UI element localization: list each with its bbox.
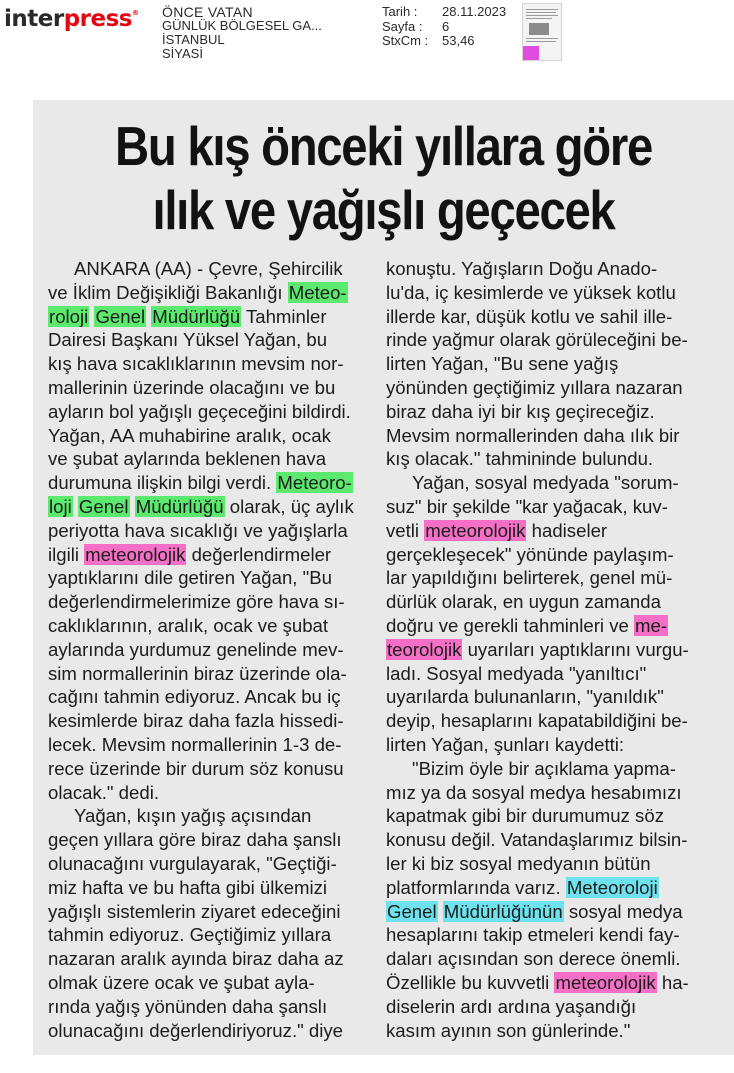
text-line <box>48 281 356 305</box>
text-run: ayların bol yağışlı geçeceğini bildirdi. <box>48 400 351 422</box>
text-run: ladı. Sosyal medyada "yanıltıcı" <box>386 662 647 684</box>
text-line <box>48 376 356 400</box>
text-run: değerlendirmelerimize göre hava sı- <box>48 591 345 613</box>
text-run: Mevsim normallerinden daha ılık bir <box>386 424 680 446</box>
keyword-highlight: Müdürlüğünün <box>443 900 563 922</box>
text-run: suz" bir şekilde "kar yağacak, kuv- <box>386 495 668 517</box>
meta-value: 6 <box>442 18 450 34</box>
text-line <box>386 733 726 757</box>
text-run: rece üzerinde bir durum söz konusu <box>48 757 344 779</box>
text-line <box>48 638 356 662</box>
text-run: olunacağını vurgulayarak, "Geçtiği- <box>48 852 337 874</box>
text-line <box>48 519 356 543</box>
text-line <box>48 305 356 329</box>
text-run: ANKARA (AA) - Çevre, Şehircilik <box>74 258 343 279</box>
text-line <box>386 995 726 1019</box>
text-run: ler ki biz sosyal medyanın bütün <box>386 852 651 874</box>
keyword-highlight: Genel <box>78 495 129 517</box>
text-run: olunacağını değerlendiriyoruz." diye <box>48 1019 343 1041</box>
text-run: değerlendirmeler <box>186 543 332 565</box>
text-run: nazaran aralık ayında biraz daha az <box>48 948 344 970</box>
text-line <box>386 400 726 424</box>
meta-row-page <box>382 20 506 35</box>
text-line <box>48 995 356 1019</box>
keyword-highlight: Meteoroloji <box>566 876 658 898</box>
meta-key: Sayfa : <box>382 18 423 34</box>
text-line <box>386 781 726 805</box>
text-run: Yağan, kışın yağış açısından <box>74 805 312 827</box>
text-run <box>130 496 135 517</box>
text-run: ve şubat aylarında beklenen hava <box>48 448 327 470</box>
keyword-highlight: meteorolojik <box>85 543 186 565</box>
text-line <box>48 733 356 757</box>
text-line <box>48 447 356 471</box>
text-line <box>48 400 356 424</box>
text-run: uyarıları yaptıklarını vurgu- <box>462 638 689 660</box>
text-run: yaptıklarını dile getiren Yağan, "Bu <box>48 567 332 589</box>
text-run: konusu değil. Vatandaşlarımız bilsin- <box>386 829 688 851</box>
page-thumbnail[interactable] <box>522 3 562 61</box>
registered-mark: ® <box>132 9 139 17</box>
text-run: biraz daha iyi bir kış geçireceğiz. <box>386 400 655 422</box>
text-line <box>48 257 356 281</box>
text-run: platformlarında varız. <box>386 876 566 898</box>
article-headline <box>33 114 734 242</box>
keyword-highlight: meteorolojik <box>555 971 656 993</box>
text-run: yağışlı sistemlerin ziyaret edeceğini <box>48 900 341 922</box>
text-run: olarak, üç aylık <box>224 495 354 517</box>
text-run: Tahminler <box>241 305 327 327</box>
text-line <box>386 495 726 519</box>
text-line <box>48 495 356 519</box>
text-line <box>386 923 726 947</box>
text-line <box>48 614 356 638</box>
keyword-highlight: Meteo- <box>288 281 347 303</box>
text-run: sim normallerinin biraz üzerinde ola- <box>48 662 347 684</box>
text-run: Yağan, AA muhabirine aralık, ocak <box>48 424 331 446</box>
text-run: kapatmak gibi bir durumumuz söz <box>386 805 664 827</box>
text-run: lar yapıldığını belirterek, genel mü- <box>386 567 673 589</box>
text-line <box>386 709 726 733</box>
text-line <box>48 685 356 709</box>
keyword-highlight: Müdürlüğü <box>135 495 224 517</box>
text-line <box>386 947 726 971</box>
text-line <box>48 852 356 876</box>
keyword-highlight: teorolojik <box>387 638 462 660</box>
text-run: doğru ve gerekli tahminleri ve <box>386 614 635 636</box>
text-run: Dairesi Başkanı Yüksel Yağan, bu <box>48 329 328 351</box>
thumbnail-photo <box>529 23 549 35</box>
text-run: olmak üzere ocak ve şubat ayla- <box>48 971 315 993</box>
headline-line: ılık ve yağışlı geçecek <box>152 179 615 241</box>
text-run: ilgili <box>48 543 85 565</box>
text-run: caklıklarının, aralık, ocak ve şubat <box>48 614 329 636</box>
text-run: lecek. Mevsim normallerinin 1-3 de- <box>48 733 342 755</box>
keyword-highlight: Müdürlüğü <box>152 305 241 327</box>
publication-section: SİYASİ <box>162 46 203 61</box>
text-line <box>386 662 726 686</box>
publication-info <box>162 5 322 61</box>
text-run: ve İklim Değişikliği Bakanlığı <box>48 281 288 303</box>
text-run: lu'da, iç kesimlerde ve yüksek kotlu <box>386 281 676 303</box>
text-run: deyip, hesaplarını kapatabildiğini be- <box>386 710 688 732</box>
keyword-highlight: roloji <box>49 305 89 327</box>
text-run: uyarılarda bulunanların, "yanıldık" <box>386 686 664 708</box>
text-line <box>386 900 726 924</box>
meta-key: Tarih : <box>382 4 418 19</box>
text-line <box>386 590 726 614</box>
logo-text-press: press <box>63 6 132 32</box>
text-line <box>386 447 726 471</box>
text-line <box>386 519 726 543</box>
text-run: konuştu. Yağışların Doğu Anado- <box>386 258 658 279</box>
publication-city: İSTANBUL <box>162 32 225 47</box>
text-line <box>386 876 726 900</box>
text-line <box>386 305 726 329</box>
text-line <box>48 923 356 947</box>
text-line <box>48 543 356 567</box>
text-line <box>386 828 726 852</box>
article-column-left <box>48 257 356 1042</box>
text-run: mallerinin üzerinde olacağını ve bu <box>48 376 336 398</box>
article-column-right <box>386 257 726 1042</box>
keyword-highlight: Genel <box>95 305 146 327</box>
text-line <box>386 1019 726 1043</box>
text-run: hadiseler <box>526 519 608 541</box>
keyword-highlight: meteorolojik <box>425 519 526 541</box>
text-run: ha- <box>656 971 689 993</box>
text-line <box>48 352 356 376</box>
text-run: geçen yıllara göre biraz daha şanslı <box>48 829 342 851</box>
text-run: yönünden geçtiğimiz yıllara nazaran <box>386 376 683 398</box>
meta-row-date <box>382 5 506 20</box>
thumbnail-article-marker <box>523 46 539 61</box>
logo-text-inter: inter <box>4 6 64 32</box>
text-run: aylarında yurdumuz genelinde mev- <box>48 638 344 660</box>
text-run: gerçekleşecek" yönünde paylaşım- <box>386 543 674 565</box>
interpress-logo <box>4 6 139 32</box>
text-line <box>386 543 726 567</box>
meta-key: StxCm : <box>382 33 429 48</box>
text-run: mız ya da sosyal medya hesabımızı <box>386 781 682 803</box>
text-run: rinde yağmur olarak görüleceğini be- <box>386 329 688 351</box>
text-line <box>48 757 356 781</box>
text-line <box>48 662 356 686</box>
text-line <box>48 804 356 828</box>
text-line <box>386 471 726 495</box>
text-run: durumuna ilişkin bilgi verdi. <box>48 472 277 494</box>
text-line <box>386 804 726 828</box>
headline-line: Bu kış önceki yıllara göre <box>115 115 652 177</box>
meta-row-stxcm <box>382 34 506 49</box>
text-run: kış olacak." tahmininde bulundu. <box>386 448 654 470</box>
text-line <box>386 352 726 376</box>
text-line <box>386 971 726 995</box>
text-run: lirten Yağan, "Bu sene yağış <box>386 353 619 375</box>
text-run: vetli <box>386 519 425 541</box>
text-run: olacak." dedi. <box>48 781 159 803</box>
article-clipping <box>33 100 734 1055</box>
text-run: dürlük olarak, en uygun zamanda <box>386 591 661 613</box>
text-line <box>386 685 726 709</box>
text-line <box>386 566 726 590</box>
clipping-meta <box>382 5 506 49</box>
text-run: periyotta hava sıcaklığı ve yağışlarla <box>48 519 348 541</box>
text-line <box>48 1019 356 1043</box>
text-run: sosyal medya <box>563 900 683 922</box>
text-line <box>386 424 726 448</box>
text-line <box>386 757 726 781</box>
text-run: kesimlerde biraz daha fazla hissedi- <box>48 710 344 732</box>
text-line <box>386 281 726 305</box>
text-line <box>386 328 726 352</box>
keyword-highlight: Genel <box>387 900 437 922</box>
text-run: diselerin ardı ardına yaşandığı <box>386 995 637 1017</box>
text-run: lirten Yağan, şunları kaydetti: <box>386 733 625 755</box>
text-line <box>48 566 356 590</box>
publication-type: GÜNLÜK BÖLGESEL GA... <box>162 18 322 33</box>
text-line <box>386 257 726 281</box>
text-line <box>48 828 356 852</box>
publication-name: ÖNCE VATAN <box>162 4 253 20</box>
text-line <box>386 614 726 638</box>
text-run: Yağan, sosyal medyada "sorum- <box>412 472 679 494</box>
text-line <box>48 424 356 448</box>
text-line <box>386 638 726 662</box>
text-line <box>48 781 356 805</box>
text-run: illerde kar, düşük kotlu ve sahil ille- <box>386 305 673 327</box>
text-line <box>386 376 726 400</box>
meta-value: 28.11.2023 <box>442 4 507 19</box>
text-run: tahmin ediyoruz. Geçtiğimiz yıllara <box>48 924 332 946</box>
text-run: hesaplarını takip etmeleri kendi fay- <box>386 924 680 946</box>
text-run: "Bizim öyle bir açıklama yapma- <box>412 757 676 779</box>
meta-value: 53,46 <box>442 33 475 48</box>
text-line <box>48 590 356 614</box>
text-line <box>48 471 356 495</box>
text-line <box>48 876 356 900</box>
text-run: cağını tahmin ediyoruz. Ancak bu iç <box>48 686 341 708</box>
text-line <box>48 900 356 924</box>
text-line <box>48 947 356 971</box>
text-run: rında yağış yönünden daha şanslı <box>48 995 328 1017</box>
keyword-highlight: me- <box>635 614 668 636</box>
text-run: miz hafta ve bu hafta gibi ülkemizi <box>48 876 328 898</box>
text-line <box>48 709 356 733</box>
text-line <box>386 852 726 876</box>
text-run: kış hava sıcaklıklarının mevsim nor- <box>48 353 344 375</box>
text-line <box>48 971 356 995</box>
keyword-highlight: Meteoro- <box>277 472 352 494</box>
keyword-highlight: loji <box>49 495 72 517</box>
text-run: Özellikle bu kuvvetli <box>386 971 555 993</box>
text-run: kasım ayının son günlerinde." <box>386 1019 631 1041</box>
text-line <box>48 328 356 352</box>
text-run: daları açısından son derece önemli. <box>386 948 681 970</box>
